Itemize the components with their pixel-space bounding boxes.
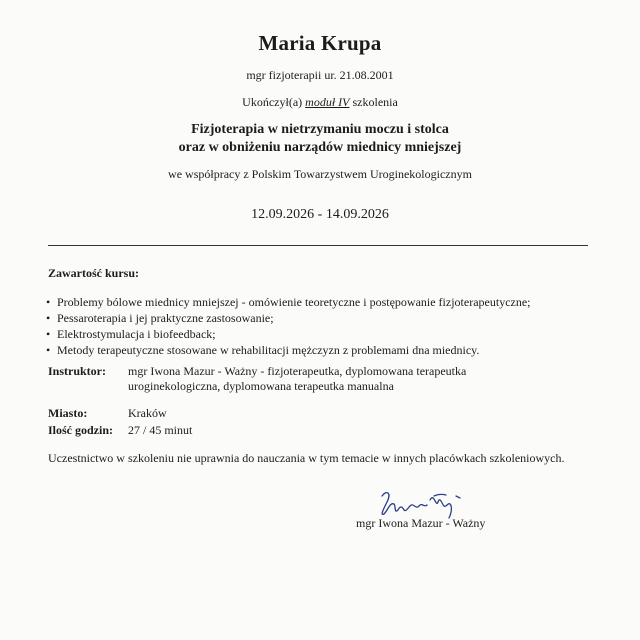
signature-strokes (382, 493, 460, 518)
completion-line (0, 95, 640, 110)
cooperation-line: we współpracy z Polskim Towarzystwem Uroginekologicznym (168, 167, 472, 181)
bullet-icon: • (46, 327, 51, 341)
instructor-value (128, 364, 558, 394)
completion-prefix: Ukończył(a) (242, 95, 306, 109)
hours-value: 27 / 45 minut (128, 423, 193, 437)
list-item-text: Elektrostymulacja i biofeedback; (57, 327, 216, 341)
module-name: moduł IV (305, 95, 350, 109)
participant-name: Maria Krupa (258, 31, 382, 55)
list-item-text: Problemy bólowe miednicy mniejszej - omówienie teoretyczne i postępowanie fizjoterapeutyczne; (57, 295, 531, 309)
list-item-text: Metody terapeutyczne stosowane w rehabilitacji mężczyzn z problemami dna miednicy. (57, 343, 480, 357)
city-value: Kraków (128, 406, 167, 420)
course-content-header: Zawartość kursu: (48, 266, 140, 280)
course-title-line-2: oraz w obniżeniu narządów miednicy mniejszej (178, 140, 462, 155)
course-dates: 12.09.2026 - 14.09.2026 (251, 207, 389, 222)
degree-birthdate-line: mgr fizjoterapii ur. 21.08.2001 (246, 68, 394, 82)
divider (48, 245, 588, 246)
signer-name: mgr Iwona Mazur - Ważny (356, 516, 486, 530)
completion-suffix: szkolenia (349, 95, 398, 109)
instructor-label: Instruktor: (48, 364, 107, 378)
bullet-icon: • (46, 343, 51, 357)
instructor-line-2: uroginekologiczna, dyplomowana terapeutka manualna (128, 379, 394, 393)
course-content-list (44, 294, 531, 358)
list-item (44, 294, 531, 310)
hours-label: Ilość godzin: (48, 423, 114, 437)
list-item (44, 326, 531, 342)
list-item-text: Pessaroterapia i jej praktyczne zastosowanie; (57, 311, 274, 325)
bullet-icon: • (46, 295, 51, 309)
instructor-line-1: mgr Iwona Mazur - Ważny - fizjoterapeutka, dyplomowana terapeutka (128, 364, 467, 378)
notice-text: Uczestnictwo w szkoleniu nie uprawnia do nauczania w tym temacie w innych placówkach szkoleniowych. (48, 451, 565, 465)
list-item (44, 342, 531, 358)
bullet-icon: • (46, 311, 51, 325)
course-title-line-1: Fizjoterapia w nietrzymaniu moczu i stolca (191, 122, 449, 137)
city-label: Miasto: (48, 406, 88, 420)
course-title (0, 121, 640, 157)
list-item (44, 310, 531, 326)
